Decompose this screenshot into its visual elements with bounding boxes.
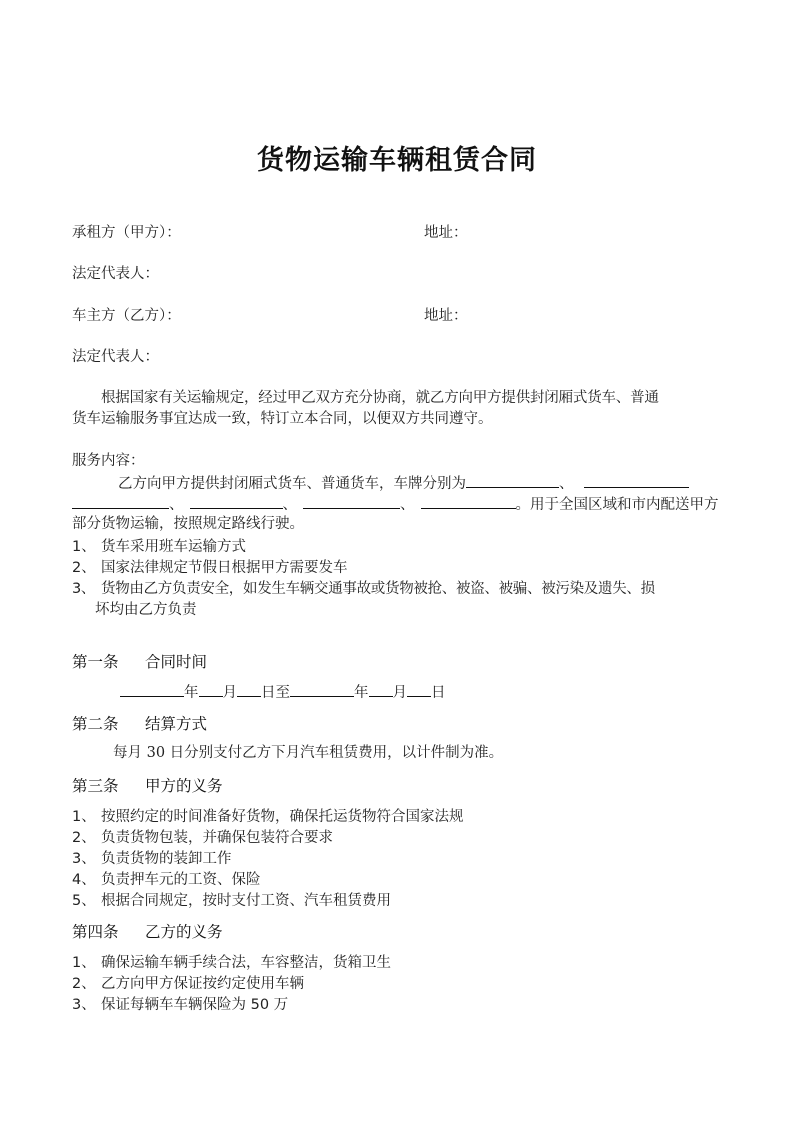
service-item-continuation: 坏均由乙方负责 [95, 602, 197, 618]
lessee-address-label: 地址： [424, 225, 468, 241]
plate-number-blank-1[interactable] [466, 472, 559, 488]
article-2-heading: 第二条 结算方式 [72, 715, 208, 733]
plate-number-blank-3[interactable] [72, 493, 169, 509]
document-title: 货物运输车辆租赁合同 [257, 145, 537, 176]
start-day-blank[interactable] [237, 681, 261, 697]
separator: 、 [169, 497, 184, 513]
party-a-duty: 4、 负责押车元的工资、保险 [72, 872, 261, 888]
end-month-blank[interactable] [369, 681, 393, 697]
end-year-blank[interactable] [290, 681, 354, 697]
preamble-line-2: 货车运输服务事宜达成一致，特订立本合同，以便双方共同遵守。 [72, 411, 493, 427]
lessee-label: 承租方（甲方）： [72, 225, 181, 241]
service-line-2 [72, 493, 719, 515]
service-line-1 [118, 472, 689, 494]
party-a-duty: 2、 负责货物包装，并确保包装符合要求 [72, 830, 333, 846]
party-a-duty: 5、 根据合同规定，按时支付工资、汽车租赁费用 [72, 893, 391, 909]
start-month-blank[interactable] [199, 681, 223, 697]
separator: 、 [400, 497, 415, 513]
plate-number-blank-2[interactable] [584, 472, 689, 488]
party-b-duty: 2、 乙方向甲方保证按约定使用车辆 [72, 976, 304, 992]
article-1-heading: 第一条 合同时间 [72, 653, 208, 671]
plate-number-blank-4[interactable] [190, 493, 283, 509]
article-3-heading: 第三条 甲方的义务 [72, 777, 223, 795]
party-a-duty: 1、 按照约定的时间准备好货物，确保托运货物符合国家法规 [72, 809, 464, 825]
article-4-heading: 第四条 乙方的义务 [72, 923, 223, 941]
separator: 、 [559, 476, 574, 492]
start-year-blank[interactable] [120, 681, 184, 697]
lessee-rep-label: 法定代表人： [72, 266, 159, 282]
party-b-duty: 1、 确保运输车辆手续合法，车容整洁，货箱卫生 [72, 955, 391, 971]
separator: 、 [282, 497, 297, 513]
service-item: 1、 货车采用班车运输方式 [72, 539, 246, 555]
settlement-text: 每月 30 日分别支付乙方下月汽车租赁费用，以计件制为准。 [113, 745, 504, 761]
party-a-duty: 3、 负责货物的装卸工作 [72, 851, 232, 867]
plate-number-blank-6[interactable] [421, 493, 516, 509]
end-day-blank[interactable] [407, 681, 431, 697]
owner-rep-label: 法定代表人： [72, 349, 159, 365]
plate-number-blank-5[interactable] [303, 493, 400, 509]
owner-label: 车主方（乙方）： [72, 308, 181, 324]
owner-address-label: 地址： [424, 308, 468, 324]
party-b-duty: 3、 保证每辆车车辆保险为 50 万 [72, 997, 289, 1013]
preamble-line-1: 根据国家有关运输规定，经过甲乙双方充分协商，就乙方向甲方提供封闭厢式货车、普通 [101, 390, 659, 406]
service-item: 2、 国家法律规定节假日根据甲方需要发车 [72, 560, 348, 576]
service-line-3: 部分货物运输，按照规定路线行驶。 [72, 516, 304, 532]
contract-period: 年 月 日至 年 月 日 [120, 681, 446, 703]
service-item: 3、 货物由乙方负责安全，如发生车辆交通事故或货物被抢、被盗、被骗、被污染及遗失、损 [72, 581, 655, 597]
service-label: 服务内容： [72, 453, 145, 469]
service-line-2-tail: 。用于全国区域和市内配送甲方 [515, 497, 719, 513]
service-line-1-text: 乙方向甲方提供封闭厢式货车、普通货车，车牌分别为 [118, 476, 466, 492]
